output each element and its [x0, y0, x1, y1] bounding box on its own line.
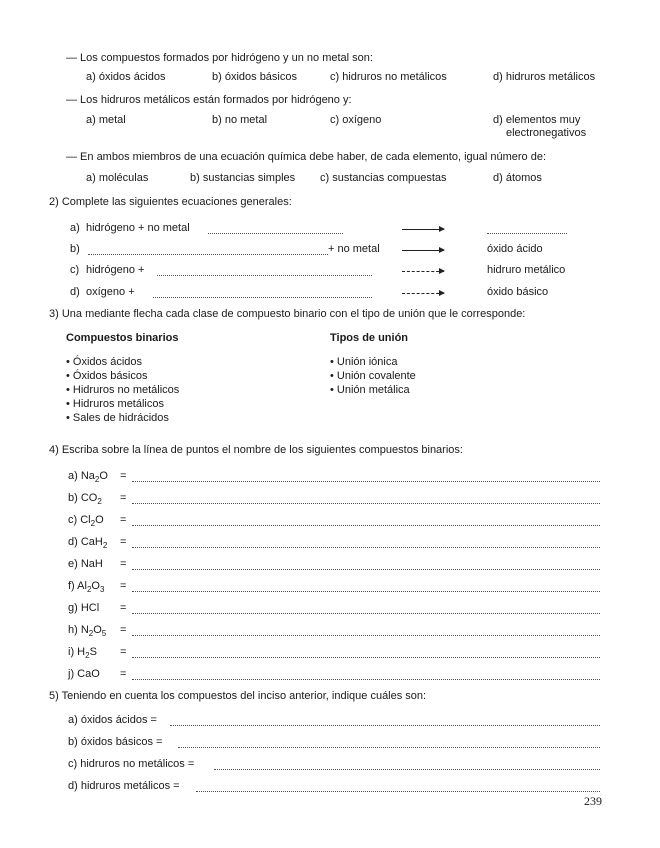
- q1-option: a) óxidos ácidos: [86, 71, 166, 83]
- q5-blank[interactable]: [170, 725, 600, 726]
- q3-right-header: Tipos de unión: [330, 332, 409, 344]
- q4-eq: =: [120, 470, 127, 482]
- q4-eq: =: [120, 668, 127, 680]
- q1-option: b) no metal: [212, 114, 268, 126]
- q3-title: 3) Una mediante flecha cada clase de compuesto binario con el tipo de unión que le corresponde:: [49, 308, 526, 320]
- q1-option: b) sustancias simples: [190, 172, 296, 184]
- q4-blank[interactable]: [132, 657, 600, 658]
- q4-label: g) HCl: [68, 602, 100, 614]
- q1-stem-3: — En ambos miembros de una ecuación química debe haber, de cada elemento, igual número de:: [66, 151, 547, 163]
- q2-arrow: [402, 271, 444, 272]
- q4-blank[interactable]: [132, 613, 600, 614]
- q3-right-item: • Unión iónica: [330, 356, 398, 368]
- q4-eq: =: [120, 624, 127, 636]
- q1-stem-1: — Los compuestos formados por hidrógeno y un no metal son:: [66, 52, 373, 64]
- q3-right-item: • Unión covalente: [330, 370, 416, 382]
- q2-mid: + no metal: [328, 243, 380, 255]
- q4-label: h) $N_2O_5$: [68, 624, 107, 639]
- q4-eq: =: [120, 602, 127, 614]
- q4-blank[interactable]: [132, 569, 600, 570]
- q4-label: c) $Cl_2O$: [68, 514, 104, 529]
- q3-left-item: • Hidruros metálicos: [66, 398, 164, 410]
- q1-option: d) átomos: [493, 172, 542, 184]
- q2-left: hidrógeno +: [86, 264, 145, 276]
- q4-label: b) $CO_2$: [68, 492, 102, 507]
- q4-eq: =: [120, 536, 127, 548]
- q4-label: f) $Al_2O_3$: [68, 580, 105, 595]
- q4-blank[interactable]: [132, 635, 600, 636]
- q2-label: a): [70, 222, 80, 234]
- q4-blank[interactable]: [132, 481, 600, 482]
- q4-blank[interactable]: [132, 591, 600, 592]
- q3-left-item: • Sales de hidrácidos: [66, 412, 169, 424]
- q4-label: d) CaH$_2$: [68, 536, 108, 551]
- q2-arrow: [402, 293, 444, 294]
- q5-item: b) óxidos básicos =: [68, 736, 163, 748]
- q1-option: c) sustancias compuestas: [320, 172, 447, 184]
- q1-option: b) óxidos básicos: [212, 71, 297, 83]
- q4-label: e) NaH: [68, 558, 103, 570]
- q2-right: óxido básico: [487, 286, 549, 298]
- q4-eq: =: [120, 558, 127, 570]
- q4-label: a) $Na_2O$: [68, 470, 108, 485]
- q2-label: b): [70, 243, 80, 255]
- q2-arrow: [402, 250, 444, 251]
- q1-option: d) elementos muy: [493, 114, 581, 126]
- q2-right: óxido ácido: [487, 243, 543, 255]
- q1-option: d) hidruros metálicos: [493, 71, 596, 83]
- q3-left-item: • Óxidos básicos: [66, 370, 148, 382]
- q4-eq: =: [120, 514, 127, 526]
- q2-label: d): [70, 286, 80, 298]
- q4-blank[interactable]: [132, 525, 600, 526]
- q2-title: 2) Complete las siguientes ecuaciones generales:: [49, 196, 292, 208]
- q2-right: hidruro metálico: [487, 264, 566, 276]
- q5-title: 5) Teniendo en cuenta los compuestos del inciso anterior, indique cuáles son:: [49, 690, 427, 702]
- q2-arrow: [402, 229, 444, 230]
- page-number: 239: [584, 794, 602, 808]
- q2-blank[interactable]: [153, 297, 372, 298]
- q4-label: j) CaO: [68, 668, 100, 680]
- q4-eq: =: [120, 646, 127, 658]
- q2-blank[interactable]: [88, 254, 328, 255]
- q5-blank[interactable]: [214, 769, 600, 770]
- q5-blank[interactable]: [196, 791, 600, 792]
- q1-option: a) moléculas: [86, 172, 149, 184]
- q3-left-item: • Hidruros no metálicos: [66, 384, 180, 396]
- q1-stem-2: — Los hidruros metálicos están formados por hidrógeno y:: [66, 94, 352, 106]
- q2-left: hidrógeno + no metal: [86, 222, 190, 234]
- q2-blank[interactable]: [487, 233, 567, 234]
- q2-left: oxígeno +: [86, 286, 135, 298]
- q5-blank[interactable]: [178, 747, 600, 748]
- q1-option: a) metal: [86, 114, 126, 126]
- q2-blank[interactable]: [157, 275, 372, 276]
- q1-option: c) oxígeno: [330, 114, 382, 126]
- q2-blank[interactable]: [208, 233, 343, 234]
- q5-item: a) óxidos ácidos =: [68, 714, 157, 726]
- q3-left-header: Compuestos binarios: [66, 332, 179, 344]
- q1-option: electronegativos: [506, 127, 587, 139]
- q2-label: c): [70, 264, 80, 276]
- q3-left-item: • Óxidos ácidos: [66, 356, 142, 368]
- q5-item: c) hidruros no metálicos =: [68, 758, 195, 770]
- q4-title: 4) Escriba sobre la línea de puntos el nombre de los siguientes compuestos binarios:: [49, 444, 463, 456]
- q1-option: c) hidruros no metálicos: [330, 71, 447, 83]
- q4-eq: =: [120, 492, 127, 504]
- q4-blank[interactable]: [132, 547, 600, 548]
- q3-right-item: • Unión metálica: [330, 384, 410, 396]
- q4-blank[interactable]: [132, 679, 600, 680]
- q4-eq: =: [120, 580, 127, 592]
- q5-item: d) hidruros metálicos =: [68, 780, 180, 792]
- q4-label: i) $H_2S$: [68, 646, 97, 661]
- q4-blank[interactable]: [132, 503, 600, 504]
